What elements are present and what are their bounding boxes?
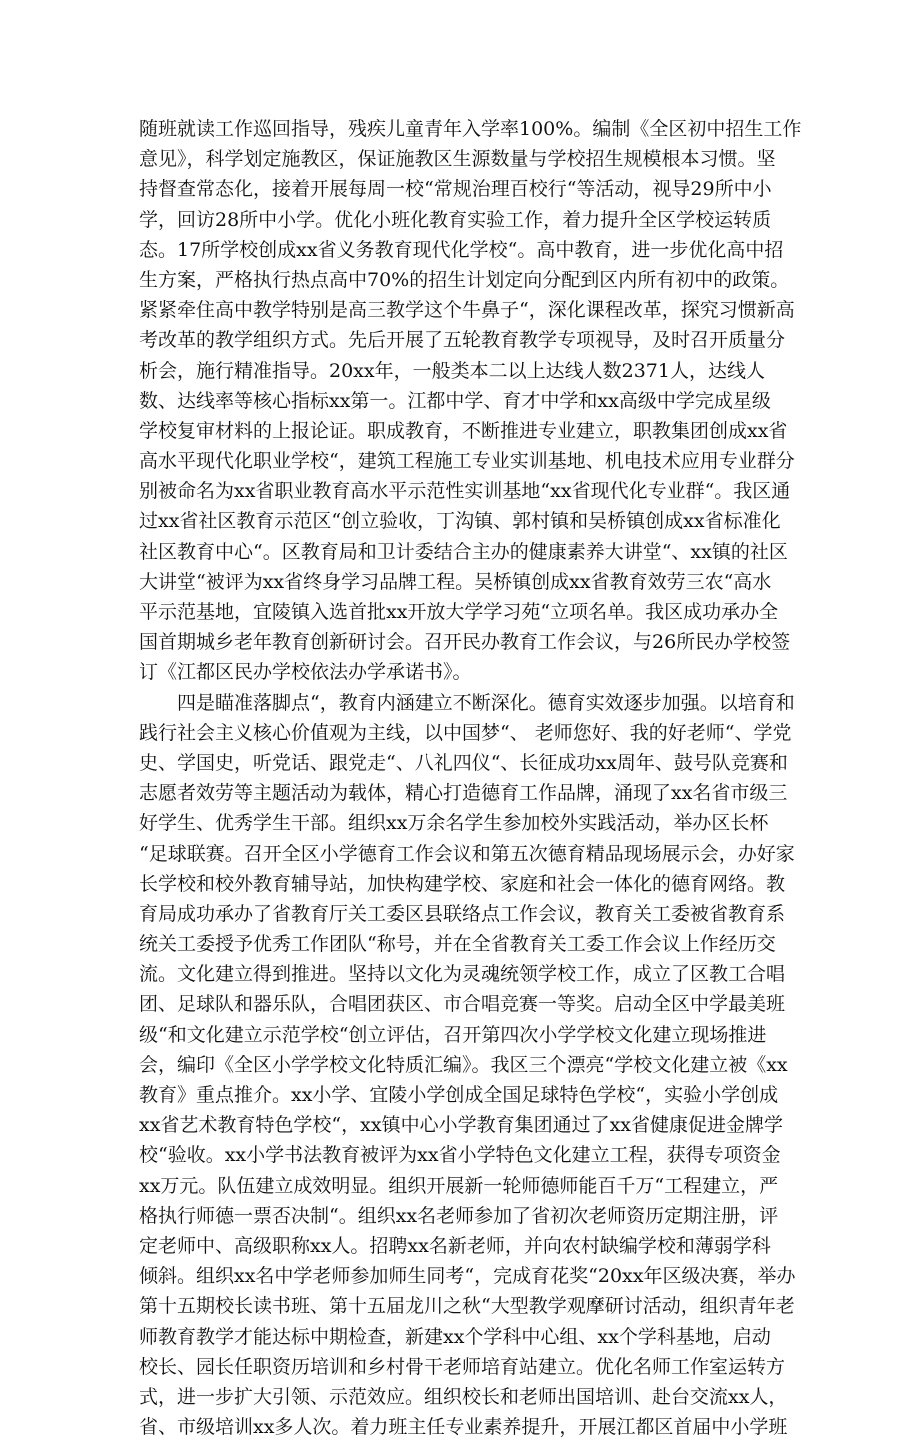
text-line: 态。17所学校创成xx省义务教育现代化学校“。高中教育，进一步优化高中招 bbox=[139, 238, 784, 261]
text-line: xx万元。队伍建立成效明显。组织开展新一轮师德师能百千万“工程建立，严 bbox=[139, 1174, 779, 1197]
text-line: 会，编印《全区小学学校文化特质汇编》。我区三个漂亮“学校文化建立被《xx bbox=[139, 1053, 788, 1076]
text-line: 高水平现代化职业学校“，建筑工程施工专业实训基地、机电技术应用专业群分 bbox=[139, 450, 795, 473]
text-line: 数、达线率等核心指标xx第一。江都中学、育才中学和xx高级中学完成星级 bbox=[139, 389, 771, 412]
text-line: 学校复审材料的上报论证。职成教育，不断推进专业建立，职教集团创成xx省 bbox=[139, 419, 788, 442]
text-line: 析会，施行精准指导。20xx年，一般类本二以上达线人数2371人，达线人 bbox=[139, 359, 765, 382]
text-line: 教育》重点推介。xx小学、宜陵小学创成全国足球特色学校“，实验小学创成 bbox=[139, 1084, 779, 1106]
text-line: 省、市级培训xx多人次。着力班主任专业素养提升，开展江都区首届中小学班 bbox=[139, 1416, 788, 1439]
text-line: 别被命名为xx省职业教育高水平示范性实训基地“xx省现代化专业群“。我区通 bbox=[139, 480, 791, 503]
text-line: 校长、园长任职资历培训和乡村骨干老师培育站建立。优化名师工作室运转方 bbox=[139, 1355, 786, 1378]
text-line: 过xx省社区教育示范区“创立验收，丁沟镇、郭村镇和吴桥镇创成xx省标准化 bbox=[139, 510, 781, 533]
text-line: 育局成功承办了省教育厅关工委区县联络点工作会议，教育关工委被省教育系 bbox=[139, 902, 786, 925]
text-line: 第十五期校长读书班、第十五届龙川之秋“大型教学观摩研讨活动，组织青年老 bbox=[139, 1295, 795, 1318]
text-line: 定老师中、高级职称xx人。招聘xx名新老师，并向农村缺编学校和薄弱学科 bbox=[139, 1234, 771, 1257]
text-line: 式，进一步扩大引领、示范效应。组织校长和老师出国培训、赴台交流xx人， bbox=[139, 1385, 788, 1408]
text-line: 志愿者效劳等主题活动为载体，精心打造德育工作品牌，涌现了xx名省市级三 bbox=[139, 782, 788, 805]
text-line: 国首期城乡老年教育创新研讨会。召开民办教育工作会议，与26所民办学校签 bbox=[139, 631, 791, 654]
text-line: 大讲堂“被评为xx省终身学习品牌工程。吴桥镇创成xx省教育效劳三农“高水 bbox=[139, 570, 772, 593]
text-line: 订《江都区民办学校依法办学承诺书》。 bbox=[139, 661, 472, 684]
text-line: xx省艺术教育特色学校“，xx镇中心小学教育集团通过了xx省健康促进金牌学 bbox=[139, 1114, 784, 1137]
text-line: 团、足球队和器乐队，合唱团获区、市合唱竞赛一等奖。启动全区中学最美班 bbox=[139, 993, 786, 1016]
text-line: 生方案，严格执行热点高中70%的招生计划定向分配到区内所有初中的政策。 bbox=[139, 268, 790, 291]
text-line: 持督查常态化，接着开展每周一校“常规治理百校行“等活动，视导29所中小 bbox=[139, 178, 772, 201]
body-text bbox=[139, 114, 802, 1442]
text-line: 践行社会主义核心价值观为主线，以中国梦“、 老师您好、我的好老师“、学党 bbox=[139, 721, 792, 744]
text-line: 级“和文化建立示范学校“创立评估，召开第四次小学学校文化建立现场推进 bbox=[139, 1023, 767, 1046]
text-line: “足球联赛。召开全区小学德育工作会议和第五次德育精品现场展示会，办好家 bbox=[139, 842, 795, 865]
text-line: 格执行师德一票否决制“。组织xx名老师参加了省初次老师资历定期注册，评 bbox=[139, 1204, 779, 1227]
text-line: 流。文化建立得到推进。坚持以文化为灵魂统领学校工作，成立了区教工合唱 bbox=[139, 963, 786, 986]
text-line: 学，回访28所中小学。优化小班化教育实验工作，着力提升全区学校运转质 bbox=[139, 208, 772, 231]
text-line: 师教育教学才能达标中期检查，新建xx个学科中心组、xx个学科基地，启动 bbox=[139, 1325, 771, 1348]
text-line: 史、学国史，听党话、跟党走“、八礼四仪“、长征成功xx周年、鼓号队竞赛和 bbox=[139, 751, 788, 774]
text-line: 校“验收。xx小学书法教育被评为xx省小学特色文化建立工程，获得专项资金 bbox=[139, 1144, 781, 1167]
text-line: 意见》，科学划定施教区，保证施教区生源数量与学校招生规模根本习惯。坚 bbox=[139, 148, 776, 171]
text-line: 随班就读工作巡回指导，残疾儿童青年入学率100%。编制《全区初中招生工作 bbox=[139, 118, 802, 140]
text-line: 社区教育中心“。区教育局和卫计委结合主办的健康素养大讲堂“、xx镇的社区 bbox=[139, 540, 788, 563]
text-line: 平示范基地，宜陵镇入选首批xx开放大学学习苑“立项名单。我区成功承办全 bbox=[139, 601, 779, 623]
text-line: 倾斜。组织xx名中学老师参加师生同考“，完成育花奖“20xx年区级决赛，举办 bbox=[139, 1265, 796, 1288]
text-line: 好学生、优秀学生干部。组织xx万余名学生参加校外实践活动，举办区长杯 bbox=[139, 812, 769, 835]
text-line: 长学校和校外教育辅导站，加快构建学校、家庭和社会一体化的德育网络。教 bbox=[139, 872, 786, 895]
text-line: 四是瞄准落脚点“，教育内涵建立不断深化。德育实效逐步加强。以培育和 bbox=[177, 691, 795, 714]
text-line: 紧紧牵住高中教学特别是高三教学这个牛鼻子“，深化课程改革，探究习惯新高 bbox=[139, 299, 795, 322]
text-line: 统关工委授予优秀工作团队“称号，并在全省教育关工委工作会议上作经历交 bbox=[139, 933, 776, 956]
text-line: 考改革的教学组织方式。先后开展了五轮教育教学专项视导，及时召开质量分 bbox=[139, 329, 786, 352]
